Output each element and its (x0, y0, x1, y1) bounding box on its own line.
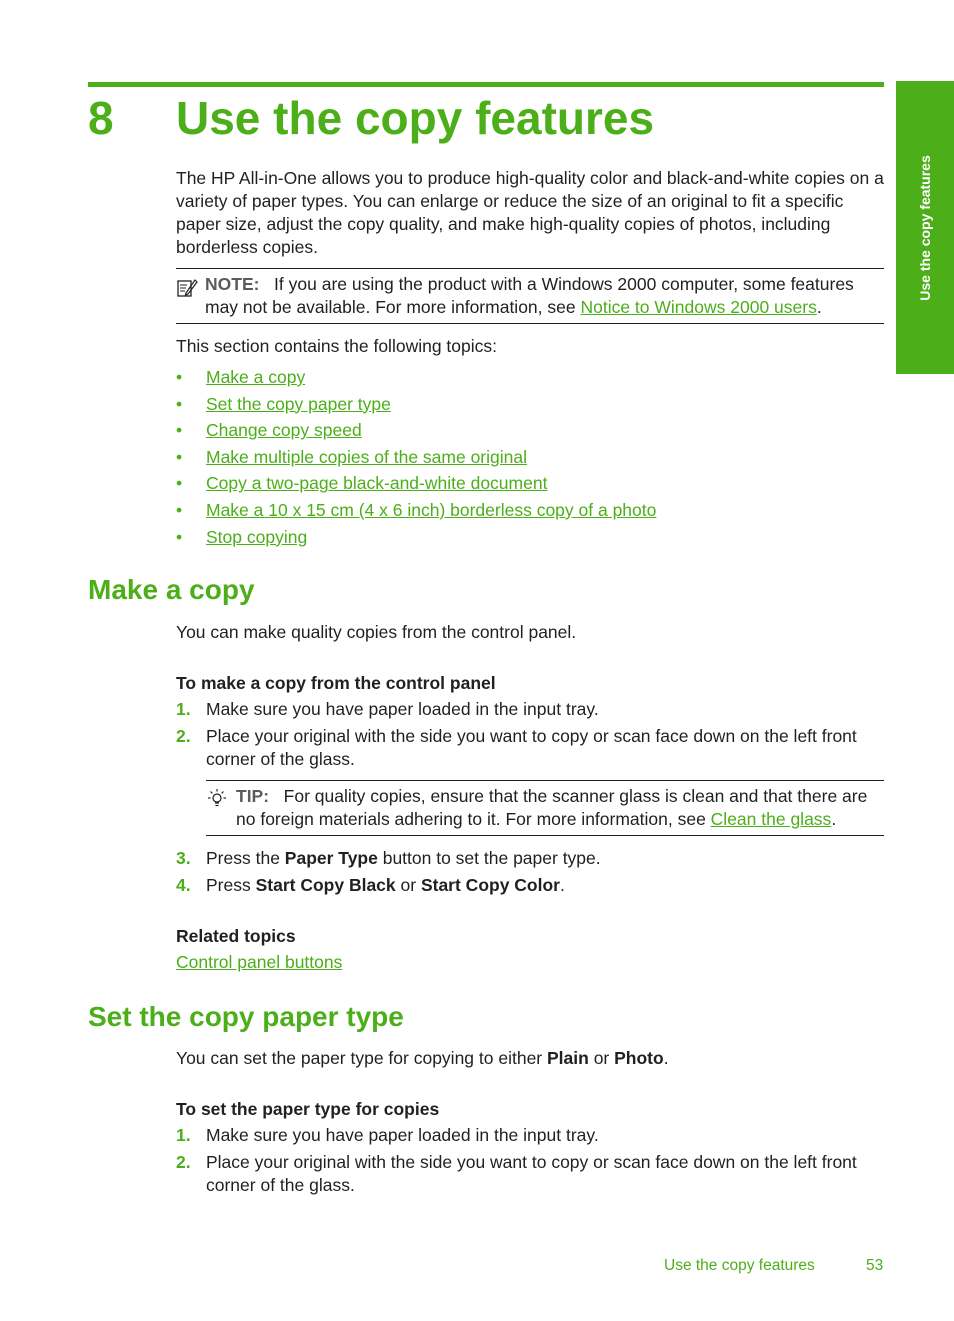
intro-part: You can set the paper type for copying to either (176, 1048, 547, 1068)
bullet: • (176, 367, 183, 387)
procedure-title: To set the paper type for copies (176, 1099, 440, 1119)
topic-link[interactable]: Copy a two-page black-and-white document (206, 473, 548, 494)
section1-intro: You can make quality copies from the control panel. (176, 622, 577, 642)
step-text (206, 874, 886, 897)
step-text-part: Press (206, 875, 256, 895)
list-item (176, 497, 656, 524)
step-number: 4. (176, 875, 191, 895)
topic-link[interactable]: Stop copying (206, 526, 308, 547)
chapter-number: 8 (88, 92, 114, 144)
chapter-rule (88, 82, 884, 87)
step-text-part: or (395, 875, 421, 895)
bullet: • (176, 446, 183, 467)
topic-link[interactable]: Make a 10 x 15 cm (4 x 6 inch) borderless copy of a photo (206, 499, 657, 520)
step (176, 874, 886, 897)
step-number: 1. (176, 699, 191, 719)
note-link[interactable]: Notice to Windows 2000 users (580, 297, 817, 317)
related-topics (176, 951, 886, 974)
side-tab-label: Use the copy features (917, 154, 933, 301)
list-item (176, 524, 656, 551)
bullet: • (176, 473, 183, 494)
step (176, 847, 886, 870)
option-plain: Plain (547, 1048, 589, 1068)
intro-part: . (663, 1048, 669, 1068)
related-topics-title: Related topics (176, 926, 296, 946)
bullet: • (176, 499, 183, 520)
option-photo: Photo (614, 1048, 664, 1068)
step (176, 1151, 886, 1197)
related-link[interactable]: Control panel buttons (176, 952, 343, 972)
list-item (176, 391, 656, 418)
bullet: • (176, 526, 183, 547)
list-item (176, 470, 656, 497)
topic-link[interactable]: Set the copy paper type (206, 393, 391, 414)
step-text: Place your original with the side you want to copy or scan face down on the left front corner of the glass. (206, 726, 857, 769)
step (176, 1124, 886, 1147)
step-number: 1. (176, 1125, 191, 1145)
note-text: If you are using the product with a Windows 2000 computer, some features may not be available. For more information, see (205, 274, 854, 317)
step-text-part: . (560, 875, 565, 895)
step-text: Make sure you have paper loaded in the input tray. (206, 1125, 599, 1145)
step-number: 2. (176, 726, 191, 746)
list-item (176, 444, 656, 471)
tip-link[interactable]: Clean the glass (710, 809, 832, 829)
section-heading-make-a-copy: Make a copy (88, 574, 255, 605)
topic-link[interactable]: Make a copy (206, 367, 306, 387)
intro-paragraph: The HP All-in-One allows you to produce high-quality color and black-and-white copies on a variety of paper types. You can enlarge or reduce the size of an original to fit a specific paper size, adjust the copy quality, and make high-quality copies of photos, including borderless copies. (176, 168, 884, 257)
button-name: Paper Type (284, 848, 378, 868)
step-text (206, 847, 886, 870)
note-icon (176, 277, 198, 299)
note-box (176, 268, 884, 324)
bullet: • (176, 393, 183, 414)
note-end: . (816, 297, 822, 317)
topics-intro: This section contains the following topics: (176, 336, 497, 356)
side-tab (896, 81, 954, 374)
step-text-part: Press the (206, 848, 285, 868)
section-heading-set-paper-type: Set the copy paper type (88, 1001, 404, 1032)
step (176, 698, 886, 721)
button-name: Start Copy Black (255, 875, 396, 895)
topic-link[interactable]: Change copy speed (206, 420, 362, 441)
intro-part: or (588, 1048, 615, 1068)
topic-link[interactable]: Make multiple copies of the same original (206, 446, 527, 467)
list-item (176, 417, 656, 444)
page-number: 53 (866, 1257, 884, 1274)
step-text-part: button to set the paper type. (377, 848, 601, 868)
step-number: 3. (176, 848, 191, 868)
topics-list (176, 364, 656, 550)
lightbulb-icon (206, 788, 228, 810)
list-item (176, 364, 656, 391)
step (176, 725, 886, 771)
note-label: NOTE: (205, 274, 260, 294)
chapter-title: Use the copy features (176, 92, 655, 144)
section2-intro (176, 1047, 886, 1070)
step-number: 2. (176, 1152, 191, 1172)
footer-section: Use the copy features (664, 1257, 815, 1274)
tip-box (206, 780, 884, 836)
step-text: Place your original with the side you want to copy or scan face down on the left front corner of the glass. (206, 1152, 857, 1195)
tip-label: TIP: (236, 786, 270, 806)
tip-text: For quality copies, ensure that the scanner glass is clean and that there are no foreign materials adhering to it. For more information, see (236, 786, 868, 829)
procedure-title: To make a copy from the control panel (176, 673, 496, 693)
bullet: • (176, 420, 183, 441)
button-name: Start Copy Color (420, 875, 560, 895)
step-text: Make sure you have paper loaded in the input tray. (206, 699, 599, 719)
tip-end: . (831, 809, 837, 829)
